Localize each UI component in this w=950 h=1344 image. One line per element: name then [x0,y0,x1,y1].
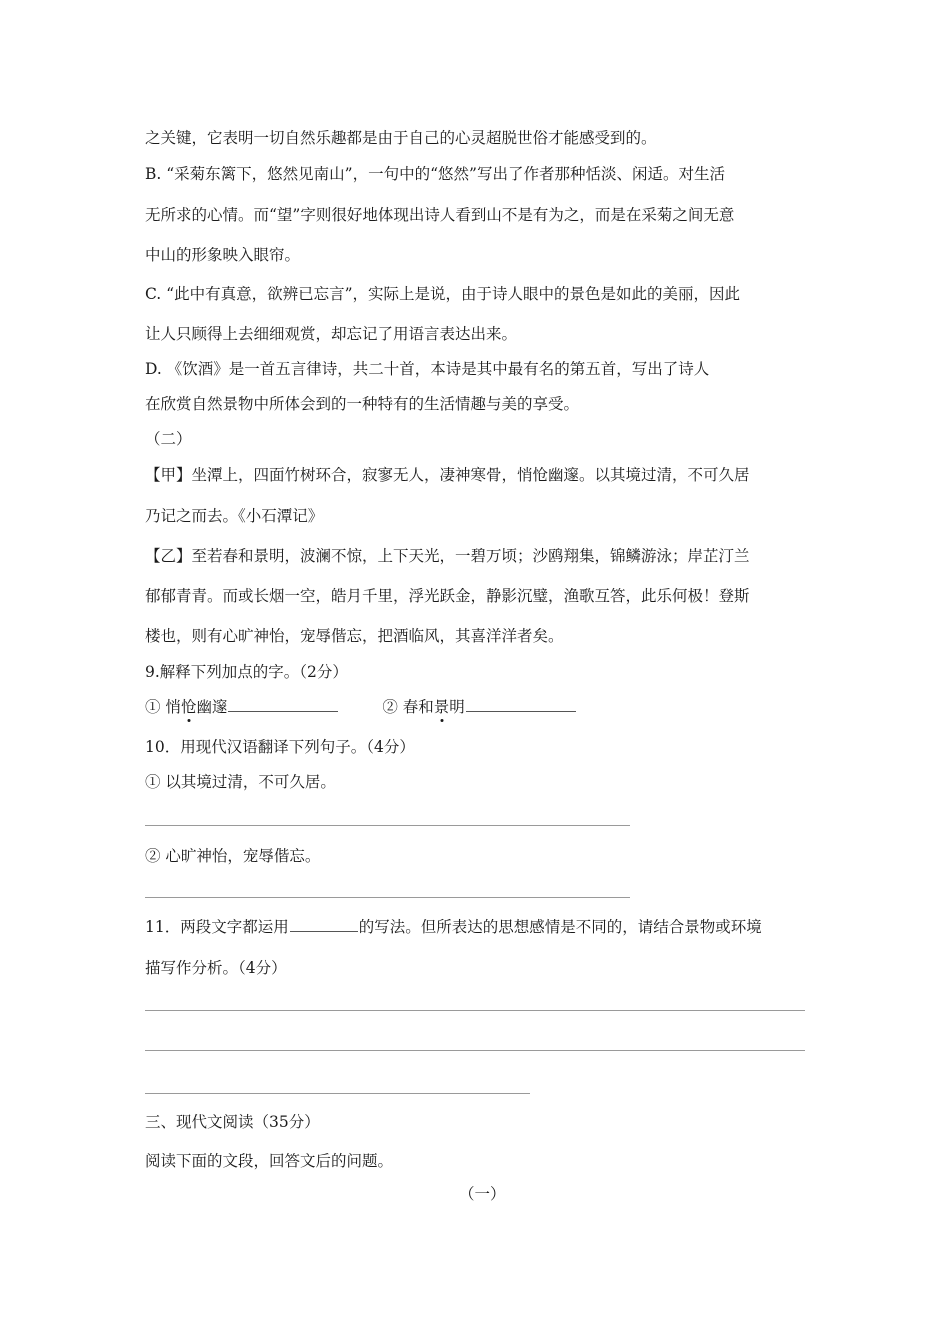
option-d-line-1: D. 《饮酒》是一首五言律诗，共二十首，本诗是其中最有名的第五首，写出了诗人 [145,360,710,378]
passage-yi-line-2: 郁郁青青。而或长烟一空，皓月千里，浮光跃金，静影沉璧，渔歌互答，此乐何极！登斯 [145,587,750,605]
passage-jia-line-2: 乃记之而去。《小石潭记》 [145,507,324,525]
q9-item2-suffix: 明 [449,698,465,716]
option-c-line-2: 让人只顾得上去细细观赏，却忘记了用语言表达出来。 [145,325,518,343]
q9-answer-blank-1[interactable] [228,697,338,712]
q10-answer-line-1[interactable] [145,825,630,826]
q10-answer-line-2[interactable] [145,897,630,898]
question-11-line-1 [145,917,762,937]
q11-part-1: 11．两段文字都运用 [145,918,289,936]
q11-answer-line-3[interactable] [145,1093,530,1094]
question-11-line-2: 描写作分析。（4分） [145,959,287,977]
q11-fill-blank[interactable] [290,917,358,932]
option-c-line-1: C. “此中有真意，欲辨已忘言”，实际上是说，由于诗人眼中的景色是如此的美丽，因此 [145,285,741,303]
q9-item1-dotted-char: 怆 [180,698,197,716]
subsection-one-heading: （一） [459,1185,506,1203]
q9-item1-suffix: 幽邃 [196,698,228,716]
option-d-line-2: 在欣赏自然景物中所体会到的一种特有的生活情趣与美的享受。 [145,395,580,413]
q9-item1-prefix: ① 悄 [145,698,181,716]
q9-item2-dotted-char: 景 [433,698,450,716]
question-10-title: 10．用现代汉语翻译下列句子。（4分） [145,738,415,756]
q11-answer-line-1[interactable] [145,1010,805,1011]
passage-jia-line-1: 【甲】坐潭上，四面竹树环合，寂寥无人，凄神寒骨，悄怆幽邃。以其境过清，不可久居 [145,466,750,484]
q11-part-2: 的写法。但所表达的思想感情是不同的，请结合景物或环境 [358,918,762,936]
option-b-line-1: B. “采菊东篱下，悠然见南山”，一句中的“悠然”写出了作者那种恬淡、闲适。对生活 [145,165,725,183]
q9-answer-blank-2[interactable] [466,697,576,712]
q10-sentence-2: ② 心旷神怡，宠辱偕忘。 [145,847,321,865]
section-two-heading: （二） [145,430,192,448]
question-9-items [145,697,576,717]
text-line: 之关键，它表明一切自然乐趣都是由于自己的心灵超脱世俗才能感受到的。 [145,129,657,147]
section-three-title: 三、现代文阅读（35分） [145,1113,320,1131]
q10-sentence-1: ① 以其境过清，不可久居。 [145,773,336,791]
option-b-line-3: 中山的形象映入眼帘。 [145,246,301,264]
option-b-line-2: 无所求的心情。而“望”字则很好地体现出诗人看到山不是有为之，而是在采菊之间无意 [145,206,735,224]
section-three-instruction: 阅读下面的文段，回答文后的问题。 [145,1152,394,1170]
passage-yi-line-3: 楼也，则有心旷神怡，宠辱偕忘，把酒临风，其喜洋洋者矣。 [145,627,564,645]
question-9-title: 9.解释下列加点的字。（2分） [145,663,348,681]
q9-item2-prefix: ② 春和 [382,698,434,716]
q11-answer-line-2[interactable] [145,1050,805,1051]
passage-yi-line-1: 【乙】至若春和景明，波澜不惊，上下天光，一碧万顷；沙鸥翔集，锦鳞游泳；岸芷汀兰 [145,547,750,565]
